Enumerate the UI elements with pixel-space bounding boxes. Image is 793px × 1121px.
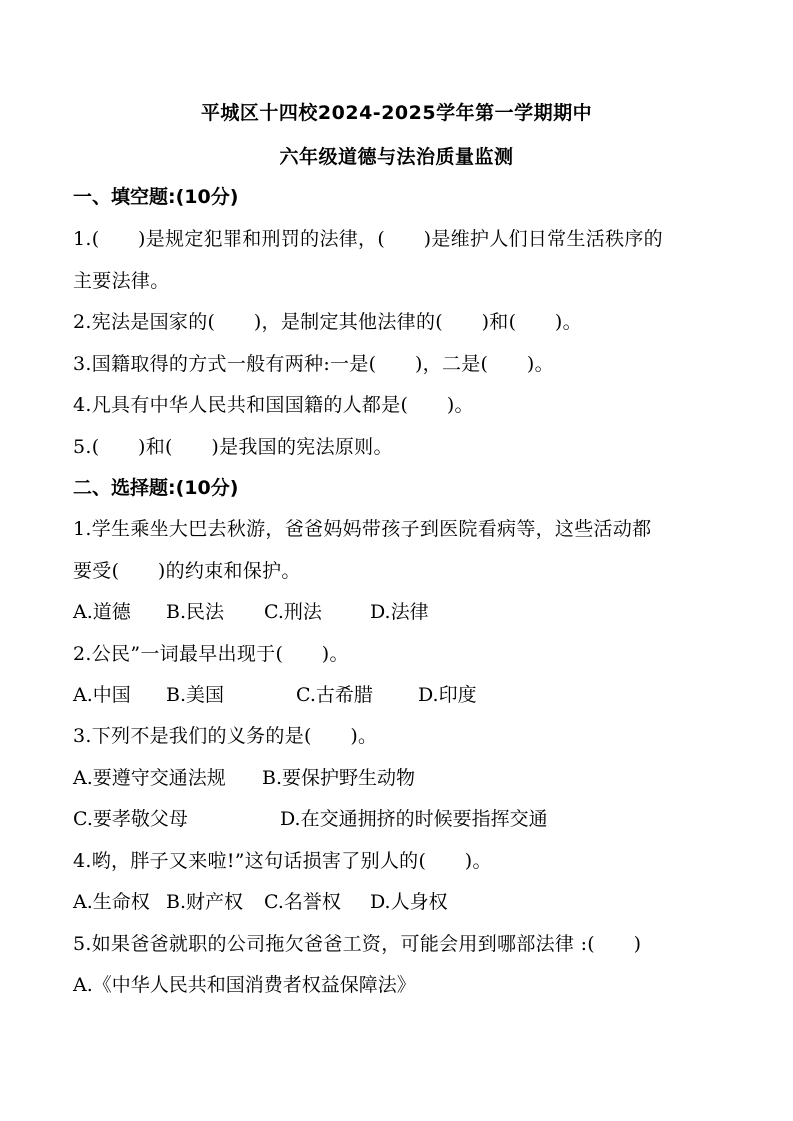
- exam-title: 平城区十四校2024-2025学年第一学期期中: [200, 102, 593, 124]
- choice-q2-option-c: C.古希腊: [296, 684, 373, 706]
- choice-q1-option-d: D.法律: [370, 601, 429, 623]
- choice-q3: 3.下列不是我们的义务的是( )。: [73, 725, 378, 747]
- fill-q4: 4.凡具有中华人民共和国国籍的人都是( )。: [73, 394, 474, 416]
- choice-q2: 2.公民”一词最早出现于( )。: [73, 643, 349, 665]
- choice-q2-option-a: A.中国: [73, 684, 131, 706]
- choice-q5-option-a: A.《中华人民共和国消费者权益保障法》: [73, 974, 416, 996]
- choice-q5: 5.如果爸爸就职的公司拖欠爸爸工资，可能会用到哪部法律 :( ): [73, 933, 642, 955]
- choice-q2-option-d: D.印度: [418, 684, 477, 706]
- choice-q4-option-a: A.生命权: [73, 891, 150, 913]
- choice-q1-line2: 要受( )的约束和保护。: [73, 560, 301, 582]
- choice-q1-option-b: B.民法: [166, 601, 225, 623]
- choice-q3-option-d: D.在交通拥挤的时候要指挥交通: [280, 808, 548, 830]
- choice-q3-option-a: A.要遵守交通法规: [73, 767, 226, 789]
- choice-q3-option-b: B.要保护野生动物: [262, 767, 416, 789]
- choice-q2-option-b: B.美国: [166, 684, 225, 706]
- choice-q4-option-b: B.财产权: [166, 891, 244, 913]
- section-choice-heading: 二、选择题:(10分): [73, 477, 239, 499]
- fill-q1-line1: 1.( )是规定犯罪和刑罚的法律，( )是维护人们日常生活秩序的: [73, 228, 663, 250]
- choice-q1-line1: 1.学生乘坐大巴去秋游，爸爸妈妈带孩子到医院看病等，这些活动都: [73, 518, 652, 540]
- choice-q1-option-c: C.刑法: [264, 601, 322, 623]
- fill-q2: 2.宪法是国家的( )，是制定其他法律的( )和( )。: [73, 311, 582, 333]
- fill-q3: 3.国籍取得的方式一般有两种:一是( )，二是( )。: [73, 353, 554, 375]
- fill-q1-line2: 主要法律。: [73, 270, 170, 292]
- choice-q3-option-c: C.要孝敬父母: [73, 808, 188, 830]
- choice-q4-option-c: C.名誉权: [264, 891, 341, 913]
- section-fill-in-heading: 一、填空题:(10分): [73, 186, 239, 208]
- choice-q4: 4.哟，胖子又来啦!”这句话损害了别人的( )。: [73, 850, 492, 872]
- fill-q5: 5.( )和( )是我国的宪法原则。: [73, 436, 393, 458]
- exam-subtitle: 六年级道德与法治质量监测: [279, 146, 514, 168]
- choice-q4-option-d: D.人身权: [370, 891, 448, 913]
- choice-q1-option-a: A.道德: [73, 601, 131, 623]
